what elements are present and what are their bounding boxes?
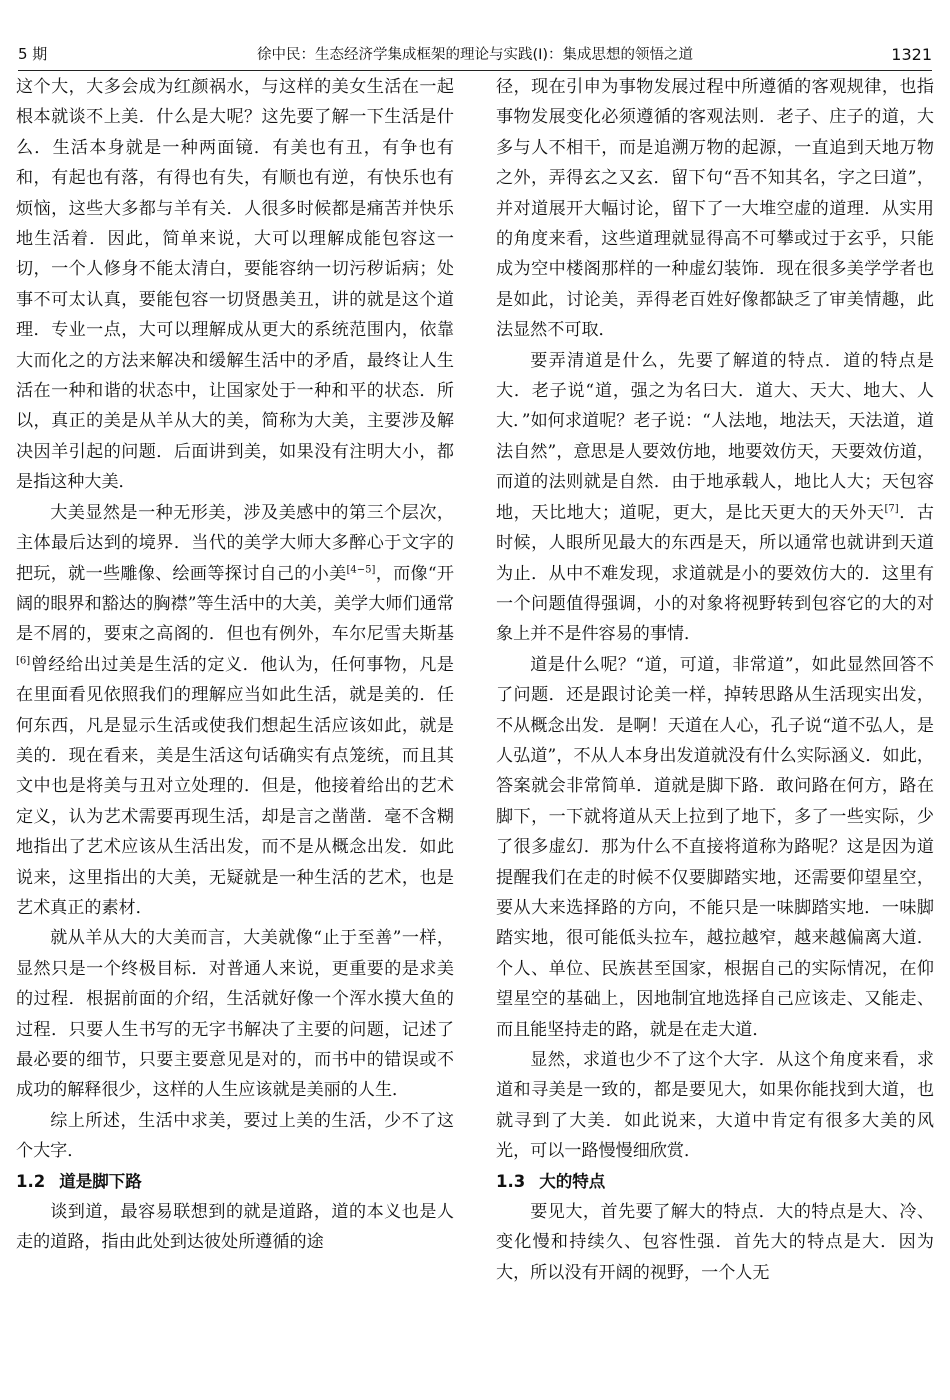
text-run: 要弄清道是什么，先要了解道的特点．道的特点是大．老子说“道，强之为名曰大．道大、天大、地大、人大．”如何求道呢？老子说：“人法地，地法天，天法道，道法自然”，意思是人要效仿地，地要效仿天，天要效仿道，而道的法则就是自然．由于地承载人，地比人大；天包容地，天比地大；道呢，更大，是比天更大的天外天: [496, 350, 934, 523]
paragraph: 综上所述，生活中求美，要过上美的生活，少不了这个大字．: [16, 1110, 454, 1162]
running-title: 徐中民：生态经济学集成框架的理论与实践(Ⅰ)：集成思想的领悟之道: [256, 47, 694, 63]
paragraph: [496, 346, 934, 650]
paragraph: 要见大，首先要了解大的特点．大的特点是大、冷、变化慢和持续久、包容性强．首先大的特点是大．因为大，所以没有开阔的视野，一个人无: [496, 1202, 934, 1283]
section-heading: [16, 1167, 454, 1197]
section-number: 1.2: [16, 1171, 46, 1191]
text-run: 大美显然是一种无形美，涉及美感中的第三个层次，主体最后达到的境界．当代的美学大师大多醉心于文字的把玩，就一些雕像、绘画等探讨自己的小美: [16, 502, 454, 584]
page-header: [18, 40, 932, 71]
text-run: ，而像“开阔的眼界和豁达的胸襟”等生活中的大美，美学大师们通常是不屑的，要束之高阁的．但也有例外，车尔尼雪夫斯基: [16, 563, 455, 645]
text-run: ．古时候，人眼所见最大的东西是天，所以通常也就讲到天道为止．从中不难发现，求道就是小的要效仿大的．这里有一个问题值得强调，小的对象将视野转到包容它的大的对象上并不是件容易的事情．: [496, 502, 935, 645]
citation: [7]: [884, 503, 899, 514]
paragraph: 谈到道，最容易联想到的就是道路，道的本义也是人走的道路，指由此处到达彼处所遵循的途: [16, 1202, 454, 1253]
page-number: 1321: [891, 45, 932, 64]
paragraph: 显然，求道也少不了这个大字．从这个角度来看，求道和寻美是一致的，都是要见大，如果你能找到大道，也就寻到了大美．如此说来，大道中肯定有很多大美的风光，可以一路慢慢细欣赏．: [496, 1050, 934, 1162]
paragraph: 道是什么呢？“道，可道，非常道”，如此显然回答不了问题．还是跟讨论美一样，掉转思路从生活现实出发，不从概念出发．是啊！天道在人心，孔子说“道不弘人，是人弘道”，不从人本身出发道就没有什么实际涵义．如此，答案就会非常简单．道就是脚下路．敢问路在何方，路在脚下，一下就将道从天上拉到了地下，多了一些实际，少了很多虚幻．那为什么不直接将道称为路呢？这是因为道提醒我们在走的时候不仅要脚踏实地，还需要仰望星空，要从大来选择路的方向，不能只是一味脚踏实地．一味脚踏实地，很可能低头拉车，越拉越窄，越来越偏离大道．个人、单位、民族甚至国家，根据自己的实际情况，在仰望星空的基础上，因地制宜地选择自己应该走、又能走、而且能坚持走的路，就是在走大道．: [496, 654, 934, 1040]
section-number: 1.3: [496, 1171, 526, 1191]
text-run: 曾经给出过美是生活的定义．他认为，任何事物，凡是在里面看见依照我们的理解应当如此生活，就是美的．任何东西，凡是显示生活或使我们想起生活应该如此，就是美的．现在看来，美是生活这句话确实有点笼统，而且其文中也是将美与丑对立处理的．但是，他接着给出的艺术定义，认为艺术需要再现生活，却是言之凿凿．毫不含糊地指出了艺术应该从生活出发，而不是从概念出发．如此说来，这里指出的大美，无疑就是一种生活的艺术，也是艺术真正的素材．: [16, 654, 454, 918]
left-column: [16, 72, 454, 1258]
section-title: 道是脚下路: [59, 1171, 142, 1191]
section-heading: [496, 1167, 934, 1197]
paragraph: [16, 498, 454, 924]
paragraph: 就从羊从大的大美而言，大美就像“止于至善”一样，显然只是一个终极目标．对普通人来说，更重要的是求美的过程．根据前面的介绍，生活就好像一个浑水摸大鱼的过程．只要人生书写的无字书解决了主要的问题，记述了最必要的细节，只要主要意见是对的，而书中的错误或不成功的解释很少，这样的人生应该就是美丽的人生．: [16, 928, 454, 1101]
paragraph: 径，现在引申为事物发展过程中所遵循的客观规律，也指事物发展变化必须遵循的客观法则．老子、庄子的道，大多与人不相干，而是追溯万物的起源，一直追到天地万物之外，弄得玄之又玄．留下句“吾不知其名，字之曰道”，并对道展开大幅讨论，留下了一大堆空虚的道理．从实用的角度来看，这些道理就显得高不可攀或过于玄乎，只能成为空中楼阁那样的一种虚幻装饰．现在很多美学学者也是如此，讨论美，弄得老百姓好像都缺乏了审美情趣，此法显然不可取．: [496, 77, 934, 341]
section-title: 大的特点: [539, 1171, 606, 1191]
paragraph: 这个大，大多会成为红颜祸水，与这样的美女生活在一起根本就谈不上美．什么是大呢？这先要了解一下生活是什么．生活本身就是一种两面镜．有美也有丑，有争也有和，有起也有落，有得也有失，有顺也有逆，有快乐也有烦恼，这些大多都与羊有关．人很多时候都是痛苦并快乐地生活着．因此，简单来说，大可以理解成能包容这一切，一个人修身不能太清白，要能容纳一切污秽诟病；处事不可太认真，要能包容一切贤愚美丑，讲的就是这个道理．专业一点，大可以理解成从更大的系统范围内，依靠大而化之的方法来解决和缓解生活中的矛盾，最终让人生活在一种和谐的状态中，让国家处于一种和平的状态．所以，真正的美是从羊从大的美，简称为大美，主要涉及解决因羊引起的问题．后面讲到美，如果没有注明大小，都是指这种大美．: [16, 77, 454, 493]
citation: [6]: [16, 655, 31, 667]
citation: [4−5]: [346, 563, 376, 575]
journal-issue: 5 期: [18, 45, 48, 63]
right-column: [496, 72, 934, 1288]
